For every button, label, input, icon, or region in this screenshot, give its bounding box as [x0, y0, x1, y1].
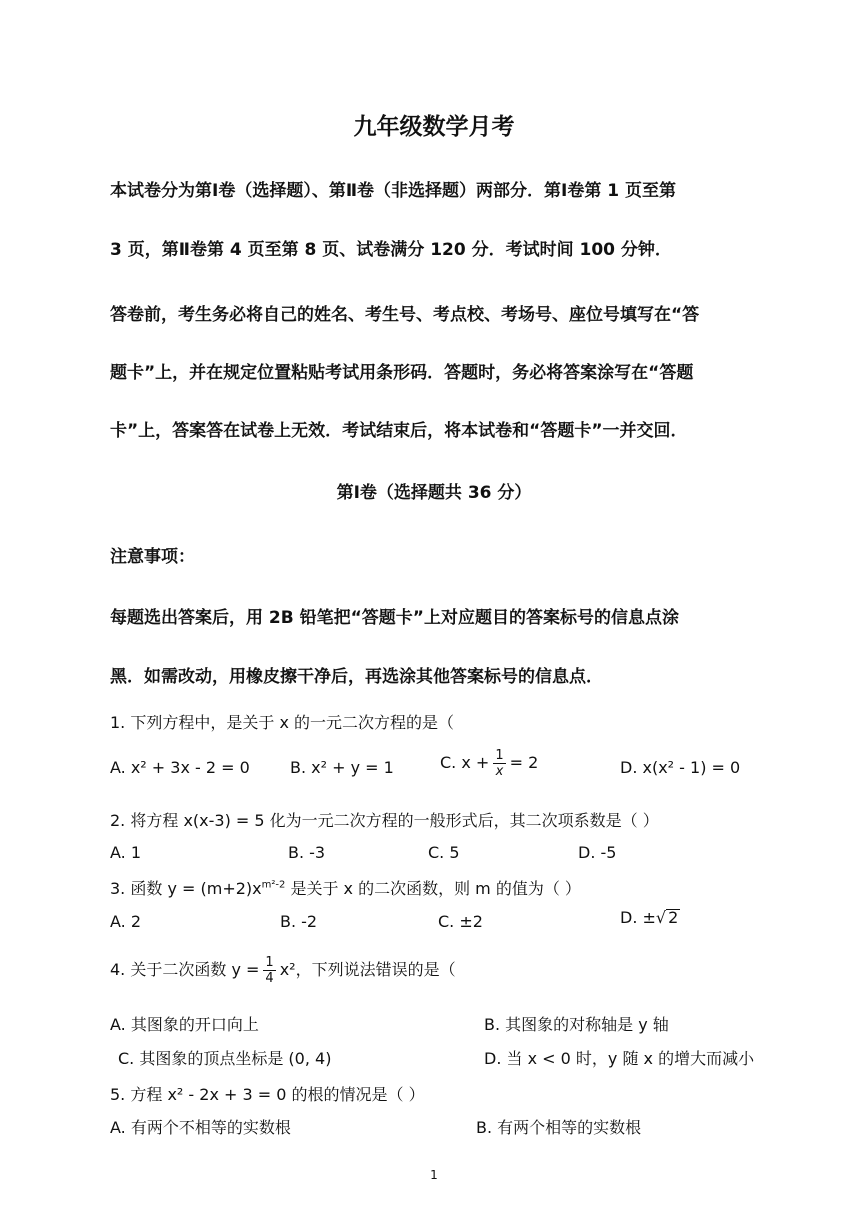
intro-line-3: 答卷前，考生务必将自己的姓名、考生号、考点校、考场号、座位号填写在“答: [110, 305, 700, 325]
question-4-fraction: [263, 955, 275, 986]
question-1-option-c-suffix: = 2: [509, 753, 539, 772]
page-title: 九年级数学月考: [353, 114, 515, 140]
question-4-stem-suffix: x²，下列说法错误的是（: [279, 960, 456, 979]
question-1-option-a: A. x² + 3x - 2 = 0: [110, 758, 250, 777]
question-3-option-d: [620, 908, 680, 927]
question-4-option-b: B. 其图象的对称轴是 y 轴: [484, 1015, 669, 1034]
question-2-option-b: B. -3: [288, 843, 326, 862]
page-number: 1: [430, 1168, 438, 1182]
question-1-option-d: D. x(x² - 1) = 0: [620, 758, 741, 777]
intro-line-2: 3 页，第Ⅱ卷第 4 页至第 8 页、试卷满分 120 分．考试时间 100 分钟．: [110, 240, 672, 260]
question-5-option-a: A. 有两个不相等的实数根: [110, 1118, 291, 1137]
notes-line-1: 每题选出答案后，用 2B 铅笔把“答题卡”上对应题目的答案标号的信息点涂: [110, 608, 679, 628]
question-5-stem: 5. 方程 x² - 2x + 3 = 0 的根的情况是（ ）: [110, 1085, 425, 1104]
question-3-radicand: 2: [668, 908, 679, 927]
sqrt-icon: √: [655, 908, 667, 927]
question-3-stem-suffix: 是关于 x 的二次函数，则 m 的值为（ ）: [285, 879, 581, 898]
intro-line-4: 题卡”上，并在规定位置粘贴考试用条形码．答题时，务必将答案涂写在“答题: [110, 363, 694, 383]
question-3-option-d-prefix: D. ±: [620, 908, 656, 927]
question-2-stem: 2. 将方程 x(x-3) = 5 化为一元二次方程的一般形式后，其二次项系数是（ ）: [110, 811, 659, 830]
intro-line-1: 本试卷分为第Ⅰ卷（选择题）、第Ⅱ卷（非选择题）两部分．第Ⅰ卷第 1 页至第: [110, 181, 677, 201]
question-1-stem: 1. 下列方程中，是关于 x 的一元二次方程的是（: [110, 713, 454, 732]
question-3-exponent: m²-2: [261, 879, 286, 891]
question-2-option-c: C. 5: [428, 843, 460, 862]
question-3-option-b: B. -2: [280, 912, 318, 931]
question-3-stem: [110, 876, 581, 899]
section-title: 第Ⅰ卷（选择题共 36 分）: [336, 483, 532, 503]
question-3-stem-prefix: 3. 函数 y = (m+2)x: [110, 879, 262, 898]
question-1-fraction-numerator: 1: [495, 748, 504, 763]
question-4-stem: [110, 955, 456, 986]
question-3-option-c: C. ±2: [438, 912, 483, 931]
notes-heading: 注意事项：: [110, 547, 195, 567]
question-1-fraction-denominator: x: [495, 764, 504, 779]
question-4-stem-prefix: 4. 关于二次函数 y =: [110, 960, 260, 979]
question-3-option-a: A. 2: [110, 912, 142, 931]
question-4-fraction-numerator: 1: [265, 955, 274, 970]
question-1-option-c-prefix: C. x +: [440, 753, 490, 772]
question-1-option-b: B. x² + y = 1: [290, 758, 394, 777]
question-4-fraction-denominator: 4: [265, 971, 274, 986]
question-1-fraction: [493, 748, 505, 779]
question-4-option-c: C. 其图象的顶点坐标是 (0, 4): [118, 1049, 332, 1068]
question-2-option-a: A. 1: [110, 843, 142, 862]
question-4-option-d: D. 当 x < 0 时，y 随 x 的增大而减小: [484, 1049, 755, 1068]
question-1-option-c: [440, 748, 538, 779]
question-4-option-a: A. 其图象的开口向上: [110, 1015, 259, 1034]
notes-line-2: 黑．如需改动，用橡皮擦干净后，再选涂其他答案标号的信息点．: [110, 667, 603, 687]
intro-line-5: 卡”上，答案答在试卷上无效．考试结束后，将本试卷和“答题卡”一并交回．: [110, 421, 688, 441]
question-5-option-b: B. 有两个相等的实数根: [476, 1118, 642, 1137]
question-2-option-d: D. -5: [578, 843, 617, 862]
